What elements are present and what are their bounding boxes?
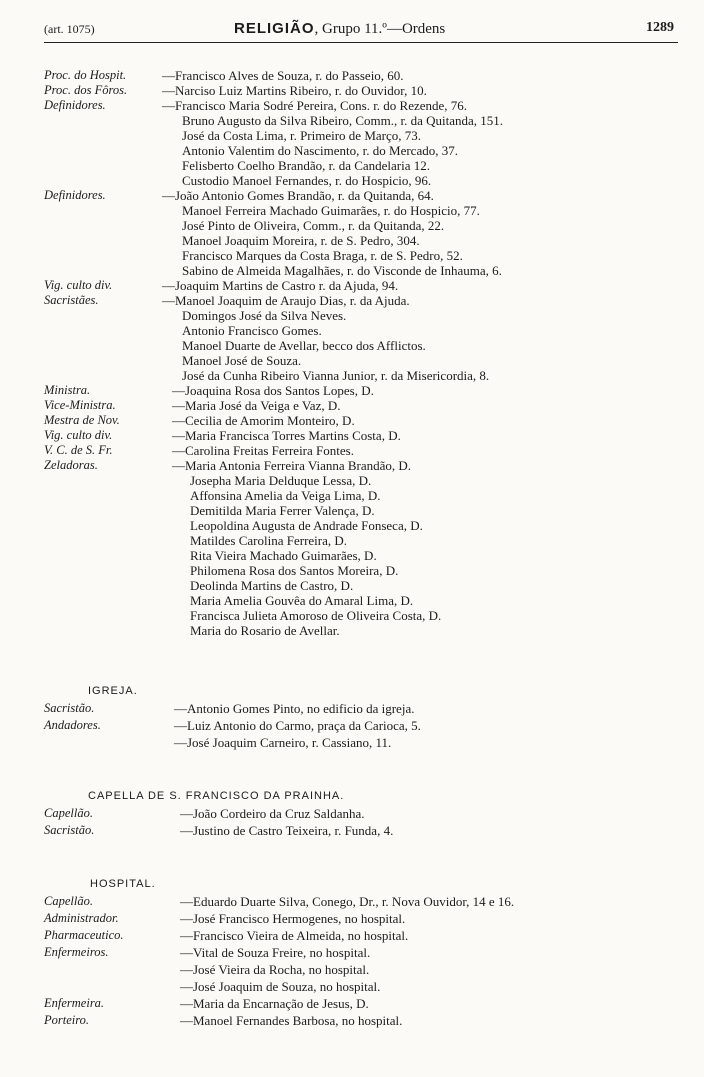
entry-text: José da Cunha Ribeiro Vianna Junior, r. da Misericordia, 8.: [182, 368, 490, 383]
list-item: [44, 338, 684, 353]
entry-text: —José Joaquim Carneiro, r. Cassiano, 11.: [174, 735, 392, 750]
capella-list: [44, 805, 684, 839]
list-item: [44, 944, 684, 961]
list-item: [44, 308, 684, 323]
entry-text: Deolinda Martins de Castro, D.: [190, 578, 354, 593]
section-subtitle: , Grupo 11.º—Ordens: [314, 21, 446, 37]
entry-text: —Manoel Fernandes Barbosa, no hospital.: [180, 1013, 403, 1028]
entry-text: Matildes Carolina Ferreira, D.: [190, 533, 348, 548]
list-item: [44, 623, 684, 638]
role-label: Proc. do Hospit.: [44, 68, 127, 82]
list-item: [44, 488, 684, 503]
igreja-list: [44, 700, 684, 751]
list-item: [44, 995, 684, 1012]
role-label: Pharmaceutico.: [44, 928, 124, 942]
list-item: [44, 398, 684, 413]
list-item: [44, 893, 684, 910]
role-label: Proc. dos Fôros.: [44, 83, 128, 97]
entry-text: Maria Amelia Gouvêa do Amaral Lima, D.: [190, 593, 414, 608]
role-label: Enfermeira.: [44, 996, 105, 1010]
entry-text: —Maria Francisca Torres Martins Costa, D.: [172, 428, 401, 443]
page-body: [44, 68, 684, 1029]
list-item: [44, 473, 684, 488]
entry-text: —Maria Antonia Ferreira Vianna Brandão, D.: [172, 458, 412, 473]
role-label: Capellão.: [44, 894, 93, 908]
list-item: [44, 717, 684, 734]
entry-text: Leopoldina Augusta de Andrade Fonseca, D.: [190, 518, 423, 533]
role-label: Capellão.: [44, 806, 93, 820]
list-item: [44, 458, 684, 473]
list-item: [44, 68, 684, 83]
entry-text: Maria do Rosario de Avellar.: [190, 623, 340, 638]
entry-text: —João Antonio Gomes Brandão, r. da Quitanda, 64.: [162, 188, 434, 203]
list-item: [44, 533, 684, 548]
entry-text: Antonio Francisco Gomes.: [182, 323, 322, 338]
entry-text: —Antonio Gomes Pinto, no edificio da igreja.: [174, 701, 415, 716]
list-item: [44, 700, 684, 717]
entry-text: Domingos José da Silva Neves.: [182, 308, 347, 323]
ladies-list: [44, 383, 684, 638]
list-item: [44, 910, 684, 927]
role-label: V. C. de S. Fr.: [44, 443, 113, 457]
entry-text: Manoel Duarte de Avellar, becco dos Afflictos.: [182, 338, 426, 353]
entry-text: —Eduardo Duarte Silva, Conego, Dr., r. Nova Ouvidor, 14 e 16.: [180, 894, 515, 909]
section-heading-capella: CAPELLA DE S. FRANCISCO DA PRAINHA.: [88, 790, 345, 802]
list-item: [44, 98, 684, 113]
list-item: [44, 413, 684, 428]
list-item: [44, 143, 684, 158]
entry-text: —João Cordeiro da Cruz Saldanha.: [180, 806, 365, 821]
entry-text: —Joaquina Rosa dos Santos Lopes, D.: [172, 383, 374, 398]
list-item: [44, 503, 684, 518]
entry-text: —Vital de Souza Freire, no hospital.: [180, 945, 371, 960]
list-item: [44, 548, 684, 563]
list-item: [44, 368, 684, 383]
role-label: Sacristão.: [44, 701, 95, 715]
list-item: [44, 563, 684, 578]
list-item: [44, 83, 684, 98]
list-item: [44, 233, 684, 248]
role-label: Vice-Ministra.: [44, 398, 116, 412]
entry-text: —Francisco Vieira de Almeida, no hospital.: [180, 928, 409, 943]
entry-text: Rita Vieira Machado Guimarães, D.: [190, 548, 377, 563]
list-item: [44, 518, 684, 533]
role-label: Definidores.: [44, 98, 106, 112]
role-label: Ministra.: [44, 383, 91, 397]
entry-text: —Francisco Alves de Souza, r. do Passeio, 60.: [162, 68, 404, 83]
page-number: 1289: [646, 20, 674, 35]
list-item: [44, 578, 684, 593]
list-item: [44, 263, 684, 278]
list-item: [44, 323, 684, 338]
entry-text: Manoel Joaquim Moreira, r. de S. Pedro, 304.: [182, 233, 420, 248]
entry-text: —Carolina Freitas Ferreira Fontes.: [172, 443, 354, 458]
role-label: Mestra de Nov.: [44, 413, 120, 427]
entry-text: Francisca Julieta Amoroso de Oliveira Costa, D.: [190, 608, 442, 623]
entry-text: Affonsina Amelia da Veiga Lima, D.: [190, 488, 381, 503]
role-label: Vig. culto div.: [44, 428, 113, 442]
entry-text: —Cecilia de Amorim Monteiro, D.: [172, 413, 355, 428]
entry-text: José Pinto de Oliveira, Comm., r. da Quitanda, 22.: [182, 218, 445, 233]
entry-text: —José Vieira da Rocha, no hospital.: [180, 962, 370, 977]
entry-text: Antonio Valentim do Nascimento, r. do Mercado, 37.: [182, 143, 458, 158]
role-label: Enfermeiros.: [44, 945, 109, 959]
page-header: [44, 20, 678, 43]
entry-text: —Luiz Antonio do Carmo, praça da Carioca, 5.: [174, 718, 421, 733]
entry-text: Francisco Marques da Costa Braga, r. de S. Pedro, 52.: [182, 248, 463, 263]
list-item: [44, 428, 684, 443]
list-item: [44, 734, 684, 751]
list-item: [44, 128, 684, 143]
section-title: RELIGIÃO: [234, 20, 315, 37]
article-ref: (art. 1075): [44, 22, 95, 36]
list-item: [44, 805, 684, 822]
entry-text: —Maria da Encarnação de Jesus, D.: [180, 996, 369, 1011]
officers-list: [44, 68, 684, 383]
entry-text: Josepha Maria Delduque Lessa, D.: [190, 473, 372, 488]
entry-text: —Maria José da Veiga e Vaz, D.: [172, 398, 341, 413]
entry-text: Bruno Augusto da Silva Ribeiro, Comm., r. da Quitanda, 151.: [182, 113, 504, 128]
entry-text: —Manoel Joaquim de Araujo Dias, r. da Ajuda.: [162, 293, 410, 308]
entry-text: —José Francisco Hermogenes, no hospital.: [180, 911, 406, 926]
section-heading-hospital: HOSPITAL.: [90, 878, 156, 890]
list-item: [44, 443, 684, 458]
list-item: [44, 188, 684, 203]
entry-text: Manoel José de Souza.: [182, 353, 302, 368]
hospital-list: [44, 893, 684, 1029]
list-item: [44, 978, 684, 995]
entry-text: —Francisco Maria Sodré Pereira, Cons. r. do Rezende, 76.: [162, 98, 468, 113]
role-label: Andadores.: [44, 718, 101, 732]
role-label: Sacristães.: [44, 293, 99, 307]
role-label: Administrador.: [44, 911, 119, 925]
entry-text: —Justino de Castro Teixeira, r. Funda, 4.: [180, 823, 394, 838]
entry-text: Philomena Rosa dos Santos Moreira, D.: [190, 563, 399, 578]
entry-text: Manoel Ferreira Machado Guimarães, r. do Hospicio, 77.: [182, 203, 480, 218]
entry-text: —Joaquim Martins de Castro r. da Ajuda, 94.: [162, 278, 399, 293]
list-item: [44, 173, 684, 188]
list-item: [44, 353, 684, 368]
role-label: Sacristão.: [44, 823, 95, 837]
list-item: [44, 203, 684, 218]
entry-text: —José Joaquim de Souza, no hospital.: [180, 979, 381, 994]
list-item: [44, 608, 684, 623]
list-item: [44, 927, 684, 944]
entry-text: Felisberto Coelho Brandão, r. da Candelaria 12.: [182, 158, 431, 173]
list-item: [44, 961, 684, 978]
list-item: [44, 248, 684, 263]
entry-text: —Narciso Luiz Martins Ribeiro, r. do Ouvidor, 10.: [162, 83, 427, 98]
list-item: [44, 822, 684, 839]
role-label: Definidores.: [44, 188, 106, 202]
role-label: Vig. culto div.: [44, 278, 113, 292]
entry-text: Sabino de Almeida Magalhães, r. do Visconde de Inhauma, 6.: [182, 263, 502, 278]
section-heading-igreja: IGREJA.: [88, 685, 138, 697]
role-label: Porteiro.: [44, 1013, 90, 1027]
list-item: [44, 293, 684, 308]
list-item: [44, 1012, 684, 1029]
page-title: [234, 20, 445, 38]
entry-text: Demitilda Maria Ferrer Valença, D.: [190, 503, 375, 518]
entry-text: Custodio Manoel Fernandes, r. do Hospicio, 96.: [182, 173, 432, 188]
entry-text: José da Costa Lima, r. Primeiro de Março, 73.: [182, 128, 422, 143]
role-label: Zeladoras.: [44, 458, 98, 472]
list-item: [44, 593, 684, 608]
list-item: [44, 158, 684, 173]
list-item: [44, 113, 684, 128]
list-item: [44, 218, 684, 233]
list-item: [44, 278, 684, 293]
list-item: [44, 383, 684, 398]
